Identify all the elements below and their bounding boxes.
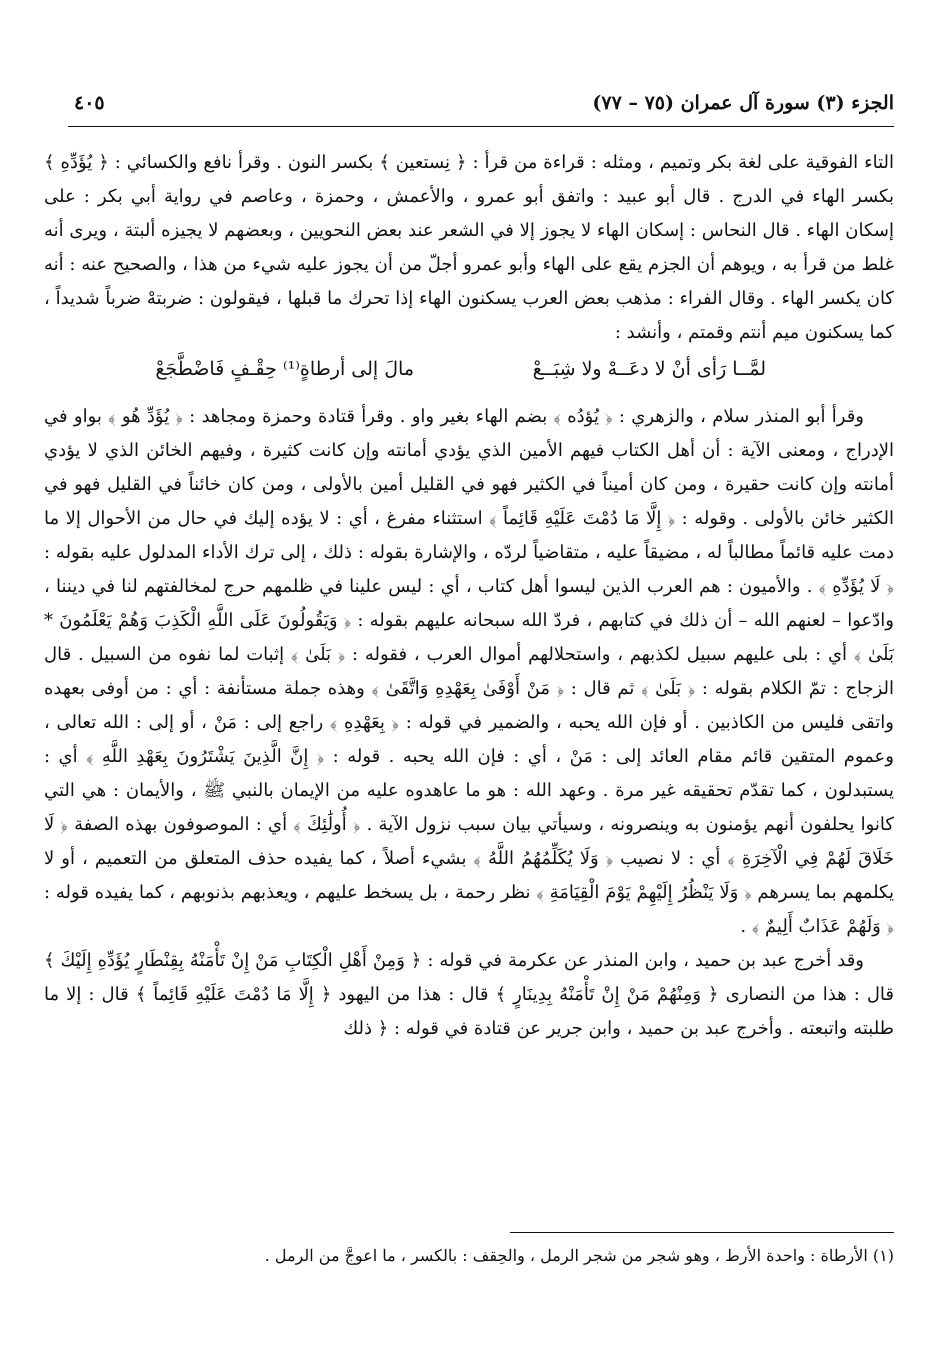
poetry-verse xyxy=(44,354,894,394)
page-number: ٤٠٥ xyxy=(74,92,105,114)
page-header xyxy=(68,92,894,122)
running-title: الجزء (٣) سورة آل عمران (٧٥ – ٧٧) xyxy=(592,92,894,114)
verse-hemistich-first: لمَّــا رَأى أنْ لا دعَــهْ ولا شِبَــعْ xyxy=(532,358,766,380)
footnote: (١) الأرطاة : واحدة الأرط ، وهو شجر من شجر الرمل ، والحِقف : بالكسر ، ما اعوجَّ من الرمل . xyxy=(264,1246,894,1265)
paragraph-1: التاء الفوقية على لغة بكر وتميم ، ومثله : قراءة من قرأ : ﴿ نِستعين ﴾ بكسر النون . وقرأ نافع والكسائي : ﴿ يُؤَدِّهِ ﴾ بكسر الهاء في الدرج . قال أبو عبيد : واتفق أبو عمرو ، والأعمش ، وحمزة ، وعاصم في رواية أبي بكر : على إسكان الهاء . قال النحاس : إسكان الهاء لا يجوز إلا في الشعر عند بعض النحويين ، وبعضهم لا يجيزه ألبتة ، ويرى أنه غلط من قرأ به ، ويوهم أن الجزم يقع على الهاء وأبو عمرو أجلّ من أن يجوز عليه شيء من هذا ، والصحيح عنه : أنه كان يكسر الهاء . وقال الفراء : مذهب بعض العرب يسكنون الهاء إذا تحرك ما قبلها ، فيقولون : ضربتهْ ضرباً شديداً ، كما يسكنون ميم أنتم وقمتم ، وأنشد : xyxy=(44,152,895,343)
header-rule xyxy=(68,126,894,127)
main-text xyxy=(44,146,894,1046)
verse-hemistich-second: مالَ إلى أرطاةٍ⁽¹⁾ حِقْـفٍ فَاضْطَّجَعْ xyxy=(155,358,414,380)
paragraph-2: وقرأ أبو المنذر سلام ، والزهري : ﴿ يُؤدُه ﴾ بضم الهاء بغير واو . وقرأ قتادة وحمزة ومجاهد : ﴿ يُؤَدِّ هُو ﴾ بواو في الإدراج ، ومعنى الآية : أن أهل الكتاب فيهم الأمين الذي يؤدي أمانته وإن كانت كثيرة ، وفيهم الخائن الذي لا يؤدي أمانته وإن كانت حقيرة ، ومن كان أميناً في الكثير فهو في القليل أمين بالأولى ، ومن كان خائناً في القليل فهو في الكثير خائن بالأولى . وقوله : ﴿ إِلَّا مَا دُمْتَ عَلَيْهِ قَائِماً ﴾ استثناء مفرغ ، أي : لا يؤده إليك في حال من الأحوال إلا ما دمت عليه قائماً مطالباً له ، مضيقاً عليه ، متقاضياً لردّه ، والإشارة بقوله : ذلك ، إلى ترك الأداء المدلول عليه بقوله : ﴿ لَا يُؤَدِّهِ ﴾ . والأميون : هم العرب الذين ليسوا أهل كتاب ، أي : ليس علينا في ظلمهم حرج لمخالفتهم لنا في ديننا ، وادّعوا – لعنهم الله – أن ذلك في كتابهم ، فردّ الله سبحانه عليهم بقوله : ﴿ وَيَقُولُونَ عَلَى اللَّهِ الْكَذِبَ وَهُمْ يَعْلَمُونَ * بَلَىٰ ﴾ أي : بلى عليهم سبيل لكذبهم ، واستحلالهم أموال العرب ، فقوله : ﴿ بَلَىٰ ﴾ إثبات لما نفوه من السبيل . قال الزجاج : تمّ الكلام بقوله : ﴿ بَلَىٰ ﴾ ثم قال : ﴿ مَنْ أَوْفَىٰ بِعَهْدِهِ وَاتَّقَىٰ ﴾ وهذه جملة مستأنفة : أي : من أوفى بعهده واتقى فليس من الكاذبين . أو فإن الله يحبه ، والضمير في قوله : ﴿ بِعَهْدِهِ ﴾ راجع إلى : مَنْ ، أو إلى : الله تعالى ، وعموم المتقين قائم مقام العائد إلى : مَنْ ، أي : فإن الله يحبه . قوله : ﴿ إِنَّ الَّذِينَ يَشْتَرُونَ بِعَهْدِ اللَّهِ ﴾ أي : يستبدلون ، كما تقدّم تحقيقه غير مرة . وعهد الله : هو ما عاهدوه عليه من الإيمان بالنبي ﷺ ، والأيمان : هي التي كانوا يحلفون أنهم يؤمنون به وينصرونه ، وسيأتي بيان سبب نزول الآية . ﴿ أُولَٰئِكَ ﴾ أي : الموصوفون بهذه الصفة ﴿ لَا خَلَاقَ لَهُمْ فِي الْآخِرَةِ ﴾ أي : لا نصيب ﴿ وَلَا يُكَلِّمُهُمُ اللَّهُ ﴾ بشيء أصلاً ، كما يفيده حذف المتعلق من التعميم ، أو لا يكلمهم بما يسرهم ﴿ وَلَا يَنْظُرُ إِلَيْهِمْ يَوْمَ الْقِيَامَةِ ﴾ نظر رحمة ، بل يسخط عليهم ، ويعذبهم بذنوبهم ، كما يفيده قوله : ﴿ وَلَهُمْ عَذَابٌ أَلِيمٌ ﴾ . xyxy=(44,406,894,937)
footnote-rule xyxy=(510,1232,894,1233)
paragraph-3: وقد أخرج عبد بن حميد ، وابن المنذر عن عكرمة في قوله : ﴿ وَمِنْ أَهْلِ الْكِتَابِ مَنْ إِنْ تَأْمَنْهُ بِقِنْطَارٍ يُؤَدِّهِ إِلَيْكَ ﴾ قال : هذا من النصارى ﴿ وَمِنْهُمْ مَنْ إِنْ تَأْمَنْهُ بِدِينَارٍ ﴾ قال : هذا من اليهود ﴿ إِلَّا مَا دُمْتَ عَلَيْهِ قَائِماً ﴾ قال : إلا ما طلبته واتبعته . وأخرج عبد بن حميد ، وابن جرير عن قتادة في قوله : ﴿ ذلك xyxy=(44,950,894,1039)
